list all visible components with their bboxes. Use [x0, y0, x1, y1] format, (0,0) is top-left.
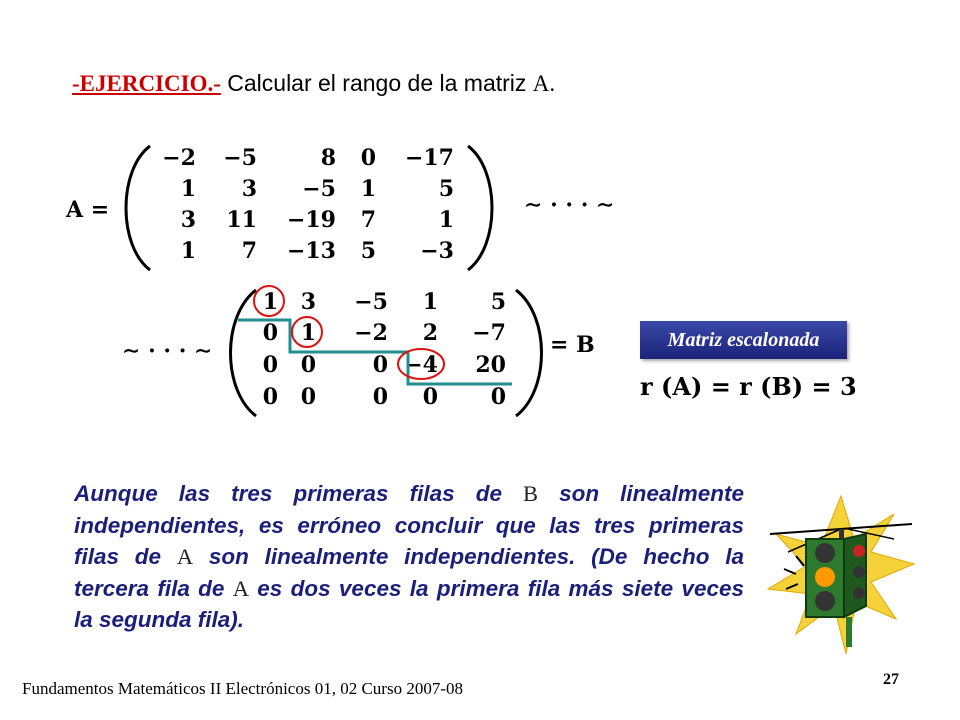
matrix-a-cell: −5: [302, 176, 336, 202]
para-part-2: son linealmente independientes, es erróneo concluir que las tres primeras filas de: [74, 481, 744, 570]
matrix-b-cell: 0: [422, 384, 438, 410]
explanation-paragraph: [74, 478, 744, 636]
matrix-b-cell: −5: [354, 289, 388, 315]
matrix-b-cell: 1: [422, 289, 438, 315]
matrix-b-cell: 0: [300, 352, 316, 378]
matrix-b-cell: 1: [262, 289, 278, 315]
page-number: 27: [883, 671, 899, 688]
matrix-a-cell: 7: [241, 238, 257, 264]
matrix-b-left-paren: [231, 290, 257, 416]
traffic-light-icon: [766, 494, 916, 659]
matrix-a-cell: 11: [226, 207, 257, 233]
matrix-b-cell: 0: [372, 352, 388, 378]
matrix-a-cell: −13: [286, 238, 336, 264]
matrix-a-cell: 7: [360, 207, 376, 233]
matrix-b-cell: 0: [262, 320, 278, 346]
matrix-a-cell: 1: [180, 176, 196, 202]
para-symbol-a: A: [176, 544, 194, 570]
matrix-b-cell: 5: [490, 289, 506, 315]
rank-equation: r (A) = r (B) = 3: [640, 372, 857, 401]
matrix-b-cell: 0: [490, 384, 506, 410]
matrix-a-cell: −19: [286, 207, 336, 233]
exercise-label: -EJERCICIO.-: [72, 71, 221, 96]
matrix-a-cell: 1: [438, 207, 454, 233]
matrix-b-cell: −4: [404, 352, 438, 378]
matrix-a-cell: −5: [223, 145, 257, 171]
matrix-b-cell: 0: [262, 384, 278, 410]
title-matrix-symbol: A: [532, 71, 550, 96]
matrix-b-equivalence: ∼ · · · ∼: [122, 338, 213, 364]
matrix-a-cell: −17: [404, 145, 454, 171]
matrix-a-cell: 3: [180, 207, 196, 233]
matrix-b-cell: −7: [472, 320, 506, 346]
para-part-1: Aunque las tres primeras filas de: [74, 481, 524, 506]
para-symbol-b: B: [523, 481, 539, 506]
matrix-b-cell: 0: [372, 384, 388, 410]
matrix-a-label: A =: [66, 197, 110, 223]
matrix-b-cells: [263, 289, 506, 410]
footer-course: Fundamentos Matemáticos II Electrónicos 01, 02 Curso 2007-08: [22, 679, 463, 698]
matrix-b-cell: −2: [354, 320, 388, 346]
matrix-b-cell: 1: [300, 320, 316, 346]
matrix-a-cell: −2: [162, 145, 196, 171]
matrix-a-cell: 3: [241, 176, 257, 202]
echelon-badge: Matriz escalonada: [640, 321, 847, 359]
matrix-b-cell: 2: [422, 320, 438, 346]
matrix-b-cell: 3: [300, 289, 316, 315]
para-part-3: son linealmente independientes. (De hecho la tercera fila de: [74, 544, 744, 601]
para-part-4: es dos veces la primera fila más siete veces la segunda fila).: [74, 575, 744, 633]
matrix-a-equivalence: ∼ · · · ∼: [524, 192, 615, 218]
matrix-a-cell: 5: [360, 238, 376, 264]
para-symbol-a-2: A: [232, 575, 249, 601]
matrix-b-cell: 0: [262, 352, 278, 378]
matrix-b-right-paren: [516, 290, 542, 416]
matrix-a-cell: 1: [360, 176, 376, 202]
matrix-b-cell: 20: [475, 352, 506, 378]
matrix-b-cell: 0: [300, 384, 316, 410]
matrix-a-cell: 1: [180, 238, 196, 264]
title-period: .: [549, 71, 556, 96]
title-text: Calcular el rango de la matriz: [227, 70, 527, 96]
matrix-a-cell: 5: [438, 176, 454, 202]
matrix-b-label: = B: [550, 332, 595, 358]
matrix-a-cell: 8: [320, 145, 336, 171]
matrix-a-cell: −3: [420, 238, 454, 264]
matrix-a-cell: 0: [360, 145, 376, 171]
